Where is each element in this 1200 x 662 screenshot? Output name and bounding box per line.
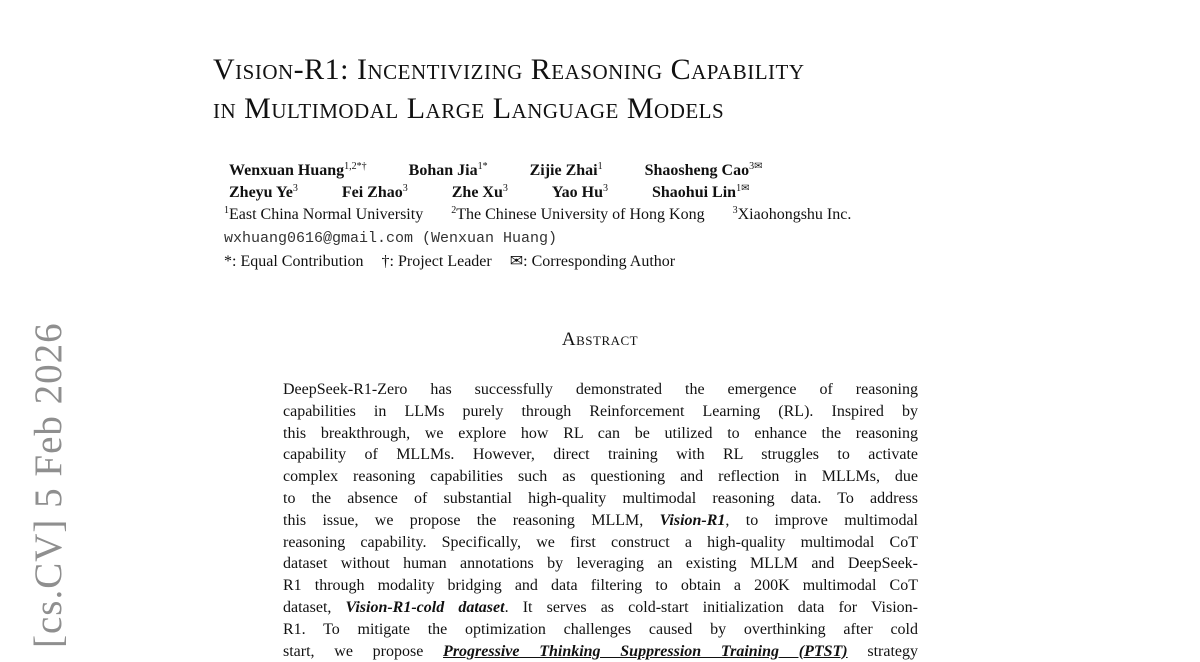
abstract-body [283,379,918,662]
abstract-line [283,401,918,423]
affiliation: $^2$The Chinese University of Hong Kong [451,205,705,223]
note-corresponding-author: ✉: Corresponding Author [509,253,676,270]
title-line-2: in Multimodal Large Language Models [213,92,725,125]
abstract-line [283,532,918,554]
abstract-line [283,553,918,575]
abstract-line [283,619,918,641]
title-line-1: Vision-R1: Incentivizing Reasoning Capability [213,53,805,86]
affiliation: $^3$Xiaohongshu Inc. [732,205,852,223]
abstract-text: DeepSeek-R1-Zero has successfully demonstrated the emergence of reasoning [283,381,918,398]
abstract-line [283,444,918,466]
abstract-text: dataset without human annotations by leveraging an existing MLLM and DeepSeek- [283,555,918,573]
author: Yao Hu$^3$ [551,183,608,201]
abstract-line [283,575,918,597]
abstract-text: strategy [847,642,918,660]
abstract-emphasis: Vision-R1-cold dataset [345,598,505,616]
arxiv-side-stamp: [cs.CV] 5 Feb 2026 [27,322,70,648]
abstract-heading: Abstract [561,329,639,350]
abstract-line [283,510,918,532]
author-list [229,160,800,204]
abstract-text: capabilities in LLMs purely through Reinforcement Learning (RL). Inspired by [283,402,918,420]
paper-title [213,50,1073,128]
abstract-text: start, we propose [283,642,444,660]
author: Zhe Xu$^3$ [451,183,508,201]
affiliation: $^1$East China Normal University [224,205,424,223]
abstract-text: R1. To mitigate the optimization challenges caused by overthinking after cold [283,620,918,638]
abstract-text: dataset, [283,598,346,616]
affiliations [224,206,875,224]
author: Shaosheng Cao$^{3✉}$ [644,161,763,179]
abstract-text: complex reasoning capabilities such as questioning and reflection in MLLMs, due [283,468,918,486]
author-row-2 [229,182,800,204]
author: Shaohui Lin$^{1✉}$ [652,183,750,201]
abstract-text: to the absence of substantial high-quality multimodal reasoning data. To address [283,489,918,507]
author: Fei Zhao$^3$ [341,183,408,201]
abstract-text: . It serves as cold-start initialization data for Vision- [504,598,918,616]
abstract-line [283,466,918,488]
author: Wenxuan Huang$^{1,2*\dagger}$ [229,161,367,179]
abstract-emphasis: Progressive Thinking Suppression Training (PTST) [443,642,848,660]
abstract-line [283,597,918,619]
author: Bohan Jia$^{1*}$ [408,161,488,179]
note-project-leader: †: Project Leader [381,253,492,270]
abstract-text: reasoning capability. Specifically, we first construct a high-quality multimodal CoT [283,533,918,551]
abstract-text: , to improve multimodal [725,511,918,529]
abstract-text: R1 through modality bridging and data filtering to obtain a 200K multimodal CoT [283,577,918,595]
author-row-1 [229,160,800,182]
abstract-line [283,641,918,662]
author: Zheyu Ye$^3$ [229,183,298,201]
abstract-emphasis: Vision-R1 [659,511,726,529]
abstract-line [283,488,918,510]
abstract-text: capability of MLLMs. However, direct training with RL struggles to activate [283,446,918,464]
abstract-line [283,423,918,445]
abstract-text: this issue, we propose the reasoning MLLM, [283,511,660,529]
abstract-text: this breakthrough, we explore how RL can be utilized to enhance the reasoning [283,424,918,442]
contact-email[interactable]: wxhuang0616@gmail.com (Wenxuan Huang) [224,230,558,247]
author-notes [224,251,689,271]
author: Zijie Zhai$^1$ [529,161,603,179]
note-equal-contribution: *: Equal Contribution [224,253,364,270]
abstract-line [283,379,918,401]
